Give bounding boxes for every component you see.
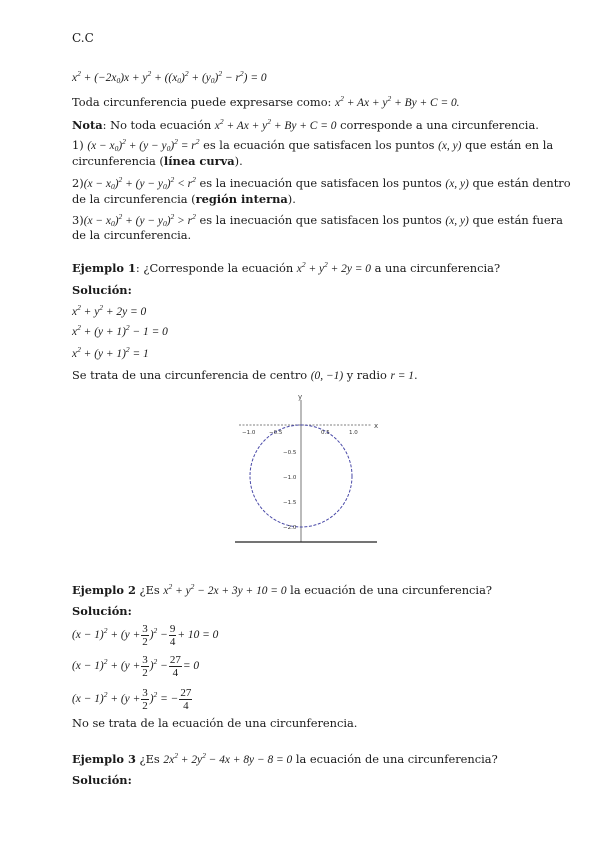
ejemplo1-conclusion: Se trata de una circunferencia de centro (0, −1) y radio r = 1.	[72, 368, 418, 382]
case2-line2	[72, 192, 296, 206]
case1-text: es la ecuación que satisfacen los puntos	[203, 138, 435, 152]
expanded-equation: $x^2 + (-2x_0)x + y^2 + ((x_0)^2 + (y_0)^2 - r^2) = 0$	[72, 69, 267, 85]
ejemplo2-question: Ejemplo 2 ¿Es $x^2 + y^2 - 2x + 3y + 10 = 0$ la ecuación de una circunferencia?	[72, 582, 492, 597]
nota-text-1: : No toda ecuación	[102, 118, 212, 132]
case3-line: $3)(x - x_0)^2 + (y - y_0)^2 > r^2$ es la inecuación que satisfacen los puntos (x, y) que están fuera	[72, 212, 563, 228]
ejemplo3-label: Ejemplo 3	[72, 752, 136, 766]
tick-label: −1.0	[283, 475, 297, 481]
ejemplo1-step1: $x^2 + y^2 + 2y = 0$	[72, 303, 147, 318]
ejemplo3-solucion: Solución:	[72, 773, 132, 787]
ejemplo1-conclusion-pre: Se trata de una circunferencia de centro	[72, 368, 308, 382]
case2-line2-text: de la circunferencia (	[72, 192, 196, 206]
case3-line2: de la circunferencia.	[72, 228, 192, 242]
case2-bold: región interna	[195, 192, 288, 206]
tick-label: −1.0	[242, 430, 256, 436]
header-initials: C.C	[72, 31, 94, 45]
case1-line2	[72, 154, 243, 168]
ejemplo2-step1: $(x - 1)^2 + (y$ + $\frac{3}{2}$ )$^2$ − $\frac{9}{4}$ + 10 = 0	[72, 622, 219, 648]
ejemplo2-question-post: la ecuación de una circunferencia?	[290, 583, 492, 597]
general-form-text: Toda circunferencia puede expresarse como:	[72, 95, 332, 109]
case1-text-2: que están en la	[465, 138, 554, 152]
case2-prefix: 2)	[72, 176, 84, 190]
case2-text-2: que están dentro	[472, 176, 571, 190]
ejemplo1-solucion: Solución:	[72, 283, 132, 297]
circle-graph	[225, 392, 385, 547]
case1-line: 1) $(x - x_0)^2 + (y - y_0)^2 = r^2$ es la ecuación que satisfacen los puntos (x, y) que están en la	[72, 137, 554, 153]
nota-text-2: corresponde a una circunferencia.	[340, 118, 539, 132]
ejemplo1-question-pre: : ¿Corresponde la ecuación	[135, 261, 294, 275]
x-axis-label: x	[374, 422, 379, 430]
case2-end: ).	[287, 192, 296, 206]
case3-text: es la inecuación que satisfacen los puntos	[199, 213, 442, 227]
ejemplo1-step2: $x^2 + (y + 1)^2 - 1 = 0$	[72, 323, 168, 338]
ejemplo1-conclusion-end: .	[413, 368, 418, 382]
ejemplo1-label: Ejemplo 1	[72, 261, 136, 275]
case2-text: es la inecuación que satisfacen los puntos	[199, 176, 442, 190]
tick-label: 1.0	[349, 430, 358, 436]
ejemplo1-question: Ejemplo 1: ¿Corresponde la ecuación $x^2 + y^2 + 2y = 0$ a una circunferencia?	[72, 260, 501, 275]
case1-line2-text: circunferencia (	[72, 154, 164, 168]
nota-label: Nota	[72, 118, 103, 132]
ejemplo3-question: Ejemplo 3 ¿Es $2x^2 + 2y^2 - 4x + 8y - 8 = 0$ la ecuación de una circunferencia?	[72, 751, 498, 766]
ejemplo3-question-pre: ¿Es	[139, 752, 160, 766]
ejemplo2-conclusion: No se trata de la ecuación de una circunferencia.	[72, 716, 358, 730]
case3-prefix: 3)	[72, 213, 84, 227]
case2-line: $2)(x - x_0)^2 + (y - y_0)^2 < r^2$ es la inecuación que satisfacen los puntos (x, y) que están dentro	[72, 175, 571, 191]
general-form-line: Toda circunferencia puede expresarse como: $x^2 + Ax + y^2 + By + C = 0$.	[72, 94, 460, 109]
ejemplo2-step2: $(x - 1)^2 + (y$ + $\frac{3}{2}$ )$^2$ − $\frac{27}{4}$ = 0	[72, 653, 200, 679]
case3-text-2: que están fuera	[472, 213, 563, 227]
y-axis-label: y	[298, 393, 303, 401]
ejemplo2-solucion: Solución:	[72, 604, 132, 618]
ejemplo1-question-post: a una circunferencia?	[374, 261, 501, 275]
tick-label: −0.5	[269, 430, 283, 436]
ejemplo1-conclusion-mid: y radio	[346, 368, 387, 382]
case1-bold: línea curva	[163, 154, 235, 168]
nota-line: Nota: No toda ecuación $x^2 + Ax + y^2 + By + C = 0$ corresponde a una circunferencia.	[72, 117, 539, 132]
case1-end: ).	[234, 154, 243, 168]
tick-label: −0.5	[283, 450, 297, 456]
ejemplo3-question-post: la ecuación de una circunferencia?	[295, 752, 498, 766]
ejemplo2-question-pre: ¿Es	[139, 583, 160, 597]
ejemplo2-label: Ejemplo 2	[72, 583, 136, 597]
ejemplo2-step3: $(x - 1)^2 + (y$ + $\frac{3}{2}$ )$^2$ = − $\frac{27}{4}$	[72, 686, 192, 712]
tick-label: −2.0	[283, 525, 297, 531]
tick-label: −1.5	[283, 500, 297, 506]
tick-label: 0.5	[321, 430, 330, 436]
case1-prefix: 1)	[72, 138, 84, 152]
ejemplo1-step3: $x^2 + (y + 1)^2 = 1$	[72, 345, 149, 360]
